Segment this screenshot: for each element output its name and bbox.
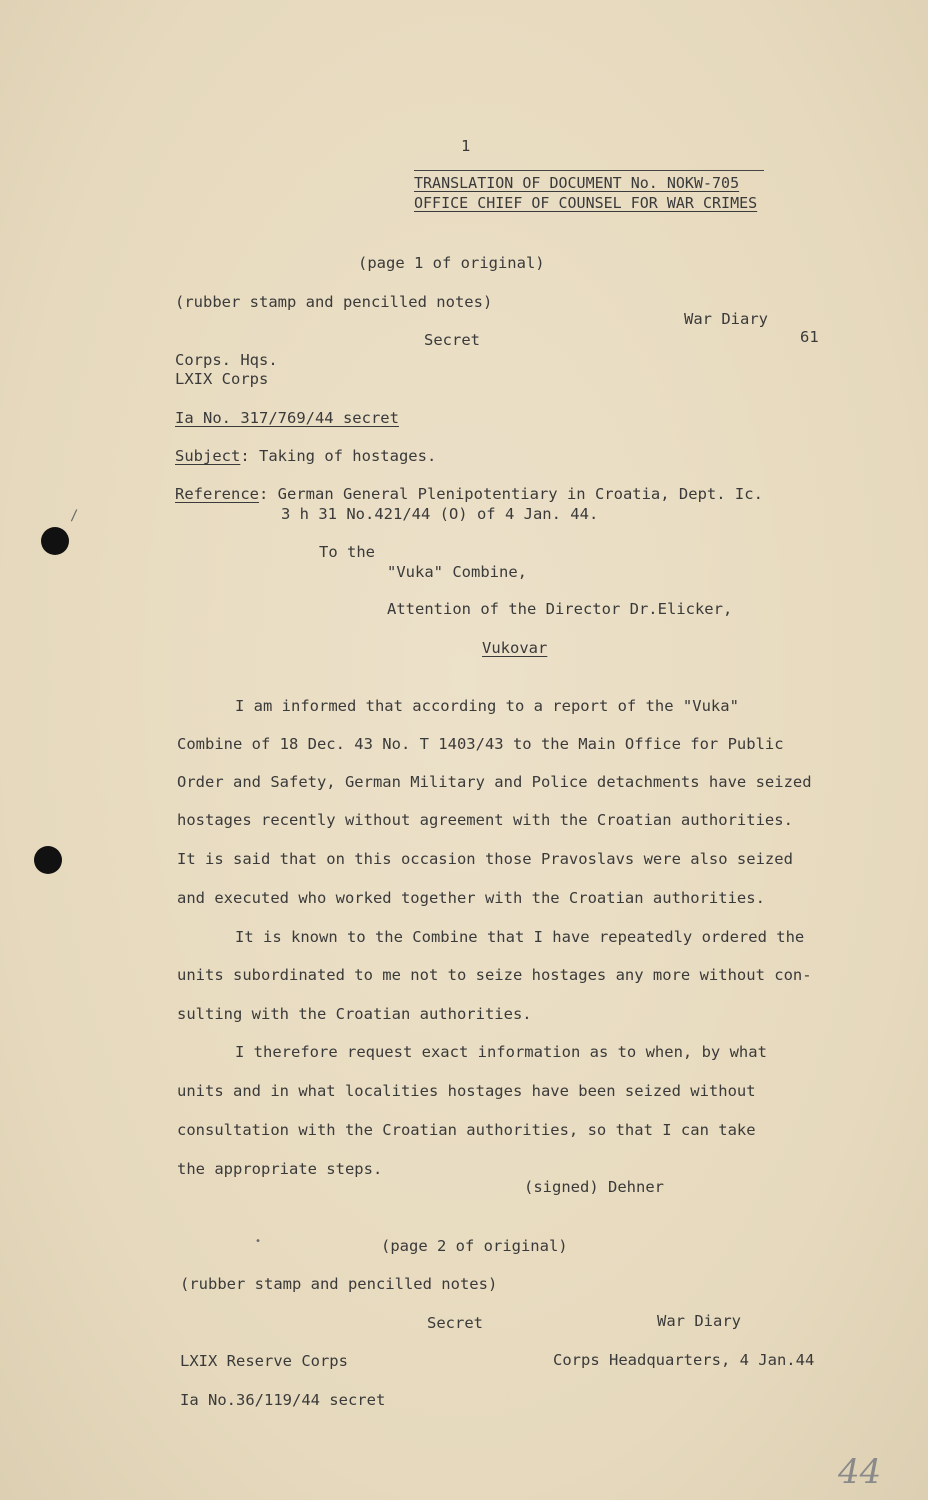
body-line: Combine of 18 Dec. 43 No. T 1403/43 to the Main Office for Public [177, 735, 784, 753]
page1-war-diary: War Diary [684, 310, 768, 328]
body-line: It is known to the Combine that I have repeatedly ordered the [235, 928, 805, 946]
page1-stamp-note: (rubber stamp and pencilled notes) [175, 293, 493, 311]
office-title: OFFICE CHIEF OF COUNSEL FOR WAR CRIMES [414, 194, 758, 212]
page2-secret: Secret [427, 1314, 483, 1332]
addressee: "Vuka" Combine, [387, 563, 527, 581]
body-line: It is said that on this occasion those Pravoslavs were also seized [177, 850, 793, 868]
city: Vukovar [482, 639, 548, 657]
body-line: I am informed that according to a report of the "Vuka" [235, 697, 739, 715]
pencil-mark: / [70, 508, 79, 524]
page2-stamp-note: (rubber stamp and pencilled notes) [180, 1275, 498, 1293]
dot-mark: • [255, 1236, 262, 1247]
punch-hole [41, 527, 69, 555]
page2-note: (page 2 of original) [381, 1237, 568, 1255]
page2-war-diary: War Diary [657, 1312, 741, 1330]
reference-label: Reference [175, 485, 259, 503]
sender-line-1: Corps. Hqs. [175, 351, 278, 369]
signature: (signed) Dehner [524, 1178, 664, 1196]
header-rule [414, 170, 764, 171]
reference-row [175, 485, 763, 503]
translation-title: TRANSLATION OF DOCUMENT No. NOKW-705 [414, 174, 740, 192]
body-line: units subordinated to me not to seize hostages any more without con- [177, 966, 812, 984]
reference-line-2: 3 h 31 No.421/44 (O) of 4 Jan. 44. [281, 505, 599, 523]
page1-secret: Secret [424, 331, 480, 349]
page2-place-date: Corps Headquarters, 4 Jan.44 [553, 1351, 815, 1369]
attention-line: Attention of the Director Dr.Elicker, [387, 600, 733, 618]
page1-note: (page 1 of original) [358, 254, 545, 272]
file-reference: Ia No. 317/769/44 secret [175, 409, 399, 427]
body-line: the appropriate steps. [177, 1160, 383, 1178]
body-line: units and in what localities hostages have been seized without [177, 1082, 756, 1100]
page-number: 1 [461, 137, 471, 155]
page2-file-reference: Ia No.36/119/44 secret [180, 1391, 386, 1409]
subject-text: : Taking of hostages. [240, 447, 437, 465]
page2-sender: LXIX Reserve Corps [180, 1352, 348, 1370]
body-line: Order and Safety, German Military and Police detachments have seized [177, 773, 812, 791]
subject-label: Subject [175, 447, 241, 465]
body-line: hostages recently without agreement with the Croatian authorities. [177, 811, 793, 829]
body-line: consultation with the Croatian authorities, so that I can take [177, 1121, 756, 1139]
page1-war-diary-number: 61 [800, 328, 819, 346]
reference-line-1: : German General Plenipotentiary in Croatia, Dept. Ic. [259, 485, 763, 503]
body-line: sulting with the Croatian authorities. [177, 1005, 532, 1023]
subject-row [175, 447, 436, 465]
body-line: I therefore request exact information as to when, by what [235, 1043, 767, 1061]
to-line: To the [319, 543, 375, 561]
handwritten-page-number: 44 [838, 1452, 882, 1492]
sender-line-2: LXIX Corps [175, 370, 269, 388]
body-line: and executed who worked together with the Croatian authorities. [177, 889, 765, 907]
punch-hole [34, 846, 62, 874]
